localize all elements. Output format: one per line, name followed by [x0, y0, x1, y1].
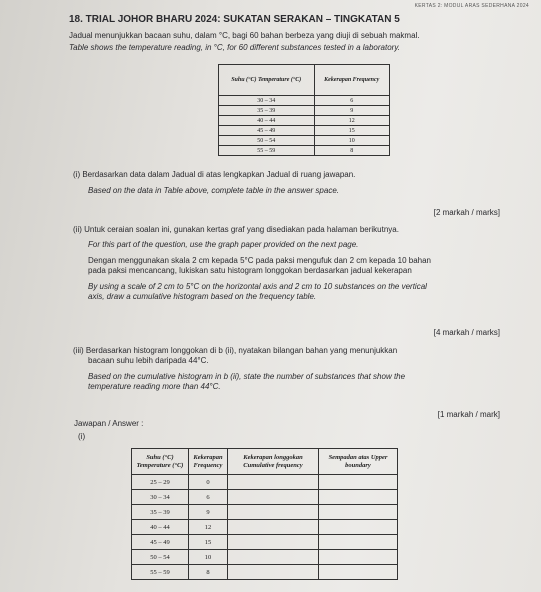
table2-header-upper-boundary: Sempadan atas Upper boundary: [319, 449, 398, 475]
upper-boundary-cell[interactable]: [319, 475, 398, 490]
intro-english: Table shows the temperature reading, in °C, for 60 different substances tested in a laboratory.: [69, 43, 400, 52]
part-ii-english-line2: axis, draw a cumulative histogram based on the frequency table.: [88, 292, 317, 301]
table-row: 45 – 49 15: [132, 535, 398, 550]
upper-boundary-cell[interactable]: [319, 505, 398, 520]
table-row: 40 – 44 12: [219, 116, 390, 126]
table2-header-cumulative: Kekerapan longgokan Cumulative frequency: [228, 449, 319, 475]
question-title: 18. TRIAL JOHOR BHARU 2024: SUKATAN SERAKAN – TINGKATAN 5: [69, 14, 400, 25]
part-i-malay: (i) Berdasarkan data dalam Jadual di atas lengkapkan Jadual di ruang jawapan.: [73, 170, 356, 179]
table2-header-temperature: Suhu (°C) Temperature (°C): [132, 449, 189, 475]
part-iii-english-line1: Based on the cumulative histogram in b (ii), state the number of substances that show the: [88, 372, 406, 381]
cumulative-cell[interactable]: [228, 535, 319, 550]
table-row: 45 – 49 15: [219, 126, 390, 136]
table-row: 30 – 34 6: [219, 96, 390, 106]
table-row: 55 – 59 8: [132, 565, 398, 580]
part-ii-malay-line2: pada paksi mencancang, lukiskan satu histogram longgokan berdasarkan jadual kekerapan: [88, 266, 412, 275]
upper-boundary-cell[interactable]: [319, 520, 398, 535]
table-row: 55 – 59 8: [219, 146, 390, 156]
table-row: 50 – 54 10: [132, 550, 398, 565]
table-row: 30 – 34 6: [132, 490, 398, 505]
cumulative-cell[interactable]: [228, 550, 319, 565]
table-row: 25 – 29 0: [132, 475, 398, 490]
frequency-table: [218, 64, 390, 156]
part-i-marks: [2 markah / marks]: [433, 208, 500, 217]
upper-boundary-cell[interactable]: [319, 565, 398, 580]
answer-table: [131, 448, 398, 580]
part-ii-marks: [4 markah / marks]: [433, 328, 500, 337]
cumulative-cell[interactable]: [228, 475, 319, 490]
part-ii-malay-line1: Dengan menggunakan skala 2 cm kepada 5°C pada paksi mengufuk dan 2 cm kepada 10 bahan: [88, 256, 431, 265]
part-i-english: Based on the data in Table above, complete table in the answer space.: [88, 186, 339, 195]
part-ii-english: For this part of the question, use the graph paper provided on the next page.: [88, 240, 359, 249]
answer-label: Jawapan / Answer :: [74, 419, 144, 428]
intro-malay: Jadual menunjukkan bacaan suhu, dalam °C, bagi 60 bahan berbeza yang diuji di sebuah makmal.: [69, 31, 420, 40]
part-iii-english-line2: temperature reading more than 44°C.: [88, 382, 221, 391]
table1-header-temperature: Suhu (°C) Temperature (°C): [219, 65, 315, 96]
part-iii-marks: [1 markah / mark]: [437, 410, 500, 419]
table-row: 50 – 54 10: [219, 136, 390, 146]
table1-header-frequency: Kekerapan Frequency: [314, 65, 389, 96]
table-row: 35 – 39 9: [219, 106, 390, 116]
cumulative-cell[interactable]: [228, 490, 319, 505]
part-iii-malay-line1: (iii) Berdasarkan histogram longgokan di b (ii), nyatakan bilangan bahan yang menunjukkan: [73, 346, 398, 355]
page-header: KERTAS 2: MODUL ARAS SEDERHANA 2024: [414, 3, 529, 9]
answer-part-label: (i): [78, 432, 86, 441]
table-row: 40 – 44 12: [132, 520, 398, 535]
upper-boundary-cell[interactable]: [319, 550, 398, 565]
part-iii-malay-line2: bacaan suhu lebih daripada 44°C.: [88, 356, 209, 365]
table-row: 35 – 39 9: [132, 505, 398, 520]
upper-boundary-cell[interactable]: [319, 490, 398, 505]
table2-header-frequency: Kekerapan Frequency: [189, 449, 228, 475]
cumulative-cell[interactable]: [228, 565, 319, 580]
cumulative-cell[interactable]: [228, 520, 319, 535]
part-ii-english-line1: By using a scale of 2 cm to 5°C on the horizontal axis and 2 cm to 10 substances on the vertical: [88, 282, 427, 291]
upper-boundary-cell[interactable]: [319, 535, 398, 550]
cumulative-cell[interactable]: [228, 505, 319, 520]
part-ii-malay: (ii) Untuk ceraian soalan ini, gunakan kertas graf yang disediakan pada halaman berikutnya.: [73, 225, 399, 234]
